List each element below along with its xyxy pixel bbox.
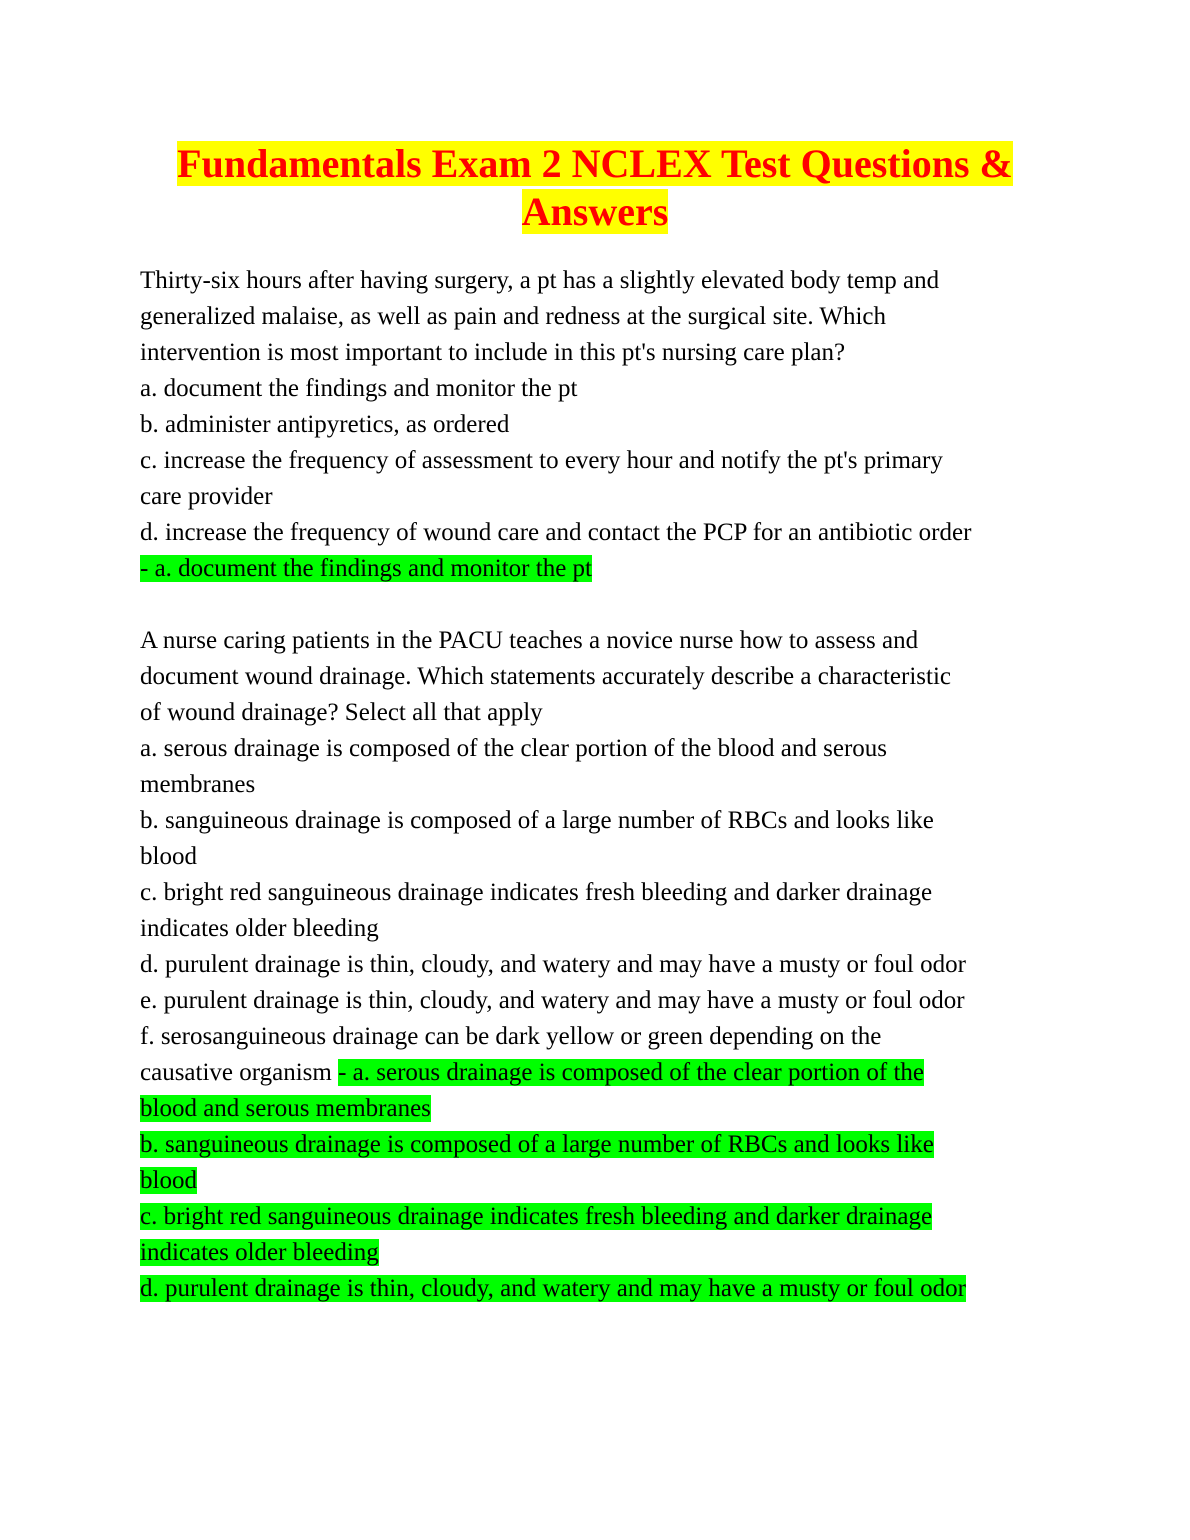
option-line: b. administer antipyretics, as ordered <box>140 411 510 438</box>
answer-highlight: indicates older bleeding <box>140 1239 379 1266</box>
question-stem-line: A nurse caring patients in the PACU teaches a novice nurse how to assess and <box>140 627 919 654</box>
answer-highlight: blood and serous membranes <box>140 1095 431 1122</box>
answer-line <box>140 1091 1070 1127</box>
page-title <box>90 140 1100 236</box>
option-line: c. bright red sanguineous drainage indicates fresh bleeding and darker drainage <box>140 879 933 906</box>
answer-highlight: blood <box>140 1167 197 1194</box>
mixed-answer-line <box>140 1055 1070 1091</box>
option-line: e. purulent drainage is thin, cloudy, and watery and may have a musty or foul odor <box>140 987 965 1014</box>
question-stem-line: generalized malaise, as well as pain and redness at the surgical site. Which <box>140 303 887 330</box>
option-line-end: causative organism <box>140 1059 339 1086</box>
answer-line <box>140 1199 1070 1235</box>
option-line: d. increase the frequency of wound care and contact the PCP for an antibiotic order <box>140 519 972 546</box>
answer-line <box>140 1163 1070 1199</box>
answer-highlight: b. sanguineous drainage is composed of a large number of RBCs and looks like <box>140 1131 934 1158</box>
question-1 <box>140 263 1070 587</box>
question-stem-line: Thirty-six hours after having surgery, a pt has a slightly elevated body temp and <box>140 267 940 294</box>
answer-highlight: d. purulent drainage is thin, cloudy, and watery and may have a musty or foul odor <box>140 1275 966 1302</box>
option-line: f. serosanguineous drainage can be dark yellow or green depending on the <box>140 1023 882 1050</box>
option-line: a. serous drainage is composed of the clear portion of the blood and serous <box>140 735 888 762</box>
answer-highlight: - a. document the findings and monitor the pt <box>140 555 592 582</box>
title-line-2: Answers <box>521 189 669 234</box>
option-line: care provider <box>140 483 273 510</box>
question-stem-line: of wound drainage? Select all that apply <box>140 699 543 726</box>
answer-line <box>140 1235 1070 1271</box>
option-line: b. sanguineous drainage is composed of a large number of RBCs and looks like <box>140 807 934 834</box>
title-line-1: Fundamentals Exam 2 NCLEX Test Questions & <box>177 141 1013 186</box>
question-stem-line: document wound drainage. Which statements accurately describe a characteristic <box>140 663 951 690</box>
answer-highlight: - a. serous drainage is composed of the clear portion of the <box>338 1059 925 1086</box>
answer-line <box>140 1271 1070 1307</box>
question-2 <box>140 623 1070 1307</box>
option-line: d. purulent drainage is thin, cloudy, and watery and may have a musty or foul odor <box>140 951 966 978</box>
answer-line <box>140 551 1070 587</box>
option-line: c. increase the frequency of assessment to every hour and notify the pt's primary <box>140 447 943 474</box>
question-stem-line: intervention is most important to include in this pt's nursing care plan? <box>140 339 846 366</box>
option-line: indicates older bleeding <box>140 915 379 942</box>
option-line: blood <box>140 843 197 870</box>
option-line: membranes <box>140 771 256 798</box>
option-line: a. document the findings and monitor the pt <box>140 375 578 402</box>
answer-highlight: c. bright red sanguineous drainage indicates fresh bleeding and darker drainage <box>140 1203 933 1230</box>
answer-line <box>140 1127 1070 1163</box>
